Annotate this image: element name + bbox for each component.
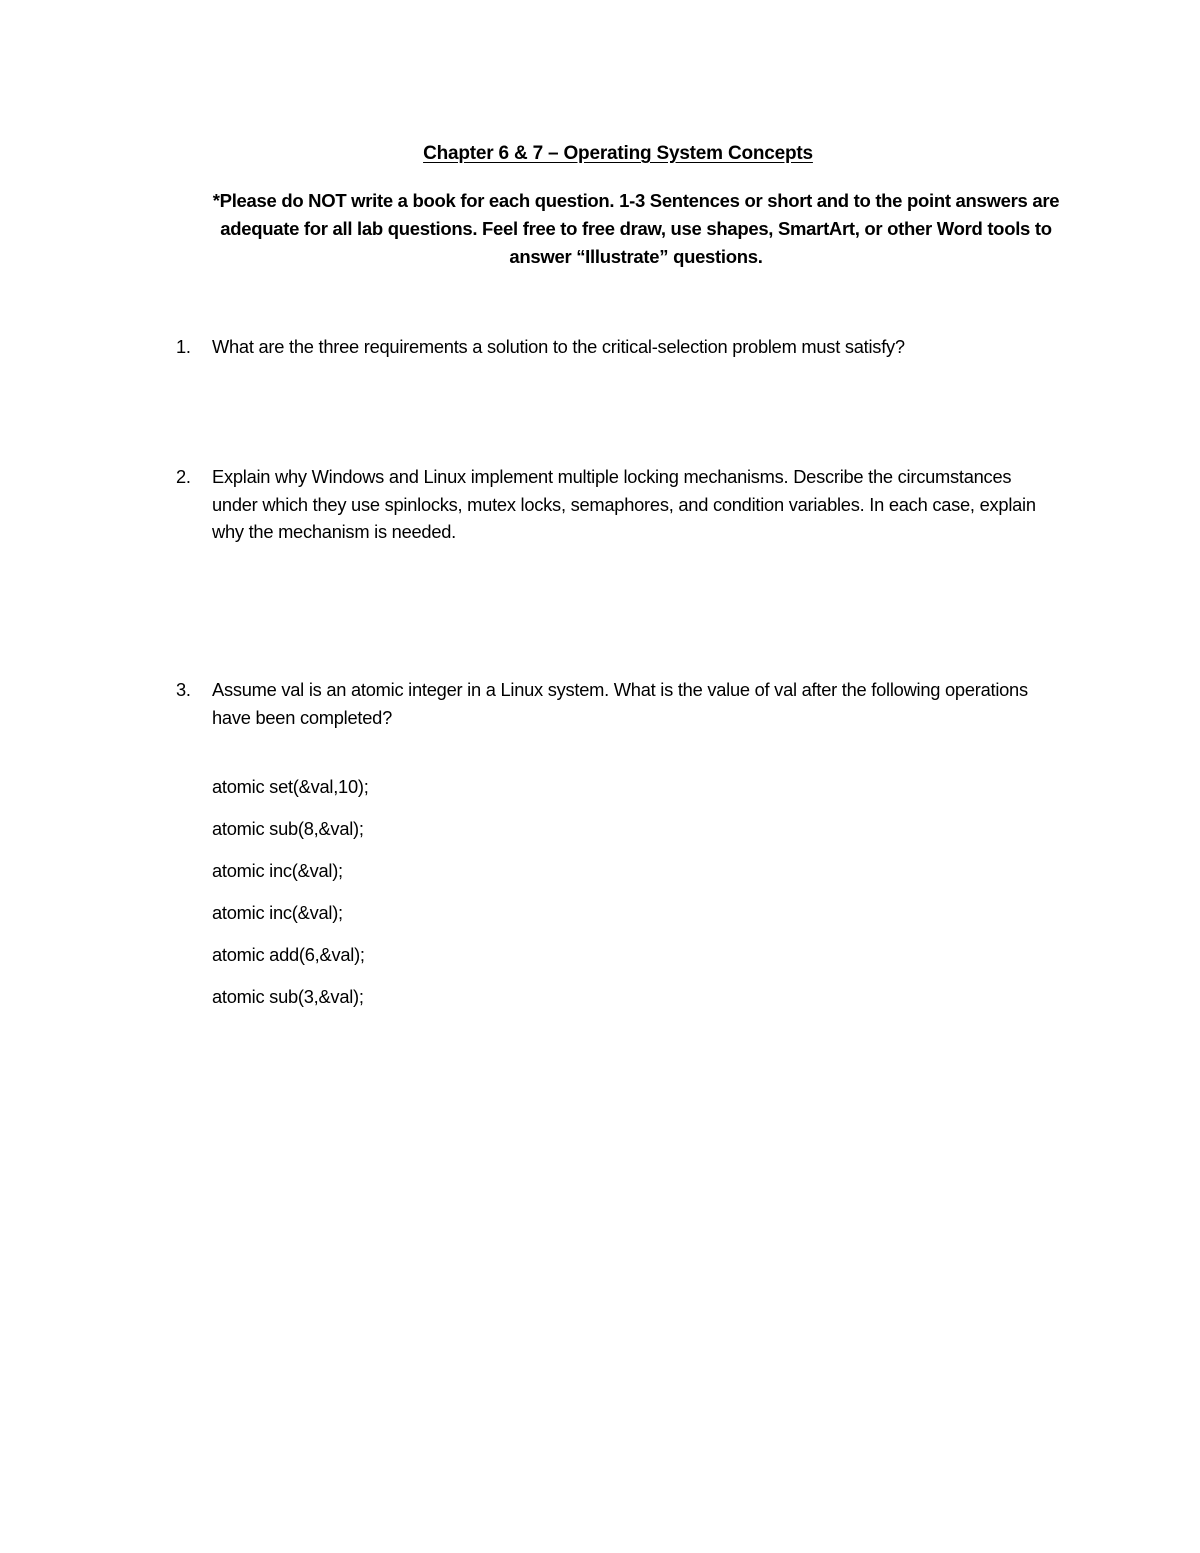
- code-line: atomic set(&val,10);: [212, 776, 369, 797]
- question-3: [176, 676, 1036, 731]
- code-line: atomic inc(&val);: [212, 860, 343, 881]
- question-number: 1.: [176, 336, 191, 357]
- question-1: [176, 333, 1036, 361]
- code-line: atomic inc(&val);: [212, 902, 343, 923]
- question-number: 2.: [176, 466, 191, 487]
- instructions-note: *Please do NOT write a book for each question. 1-3 Sentences or short and to the point answers are adequate for all lab questions. Feel free to free draw, use shapes, SmartArt, or other Word tools to answer “Illustrate” questions.: [212, 190, 1060, 267]
- question-text: What are the three requirements a solution to the critical-selection problem must satisfy?: [212, 336, 905, 357]
- code-line: atomic sub(8,&val);: [212, 818, 364, 839]
- document-title: Chapter 6 & 7 – Operating System Concepts: [423, 143, 813, 164]
- question-text: Assume val is an atomic integer in a Linux system. What is the value of val after the following operations have been completed?: [212, 679, 1028, 728]
- question-2: [176, 463, 1036, 546]
- question-number: 3.: [176, 679, 191, 700]
- question-text: Explain why Windows and Linux implement multiple locking mechanisms. Describe the circumstances under which they use spinlocks, mutex locks, semaphores, and condition variables. In each case, explain why the mechanism is needed.: [212, 466, 1036, 542]
- code-line: atomic add(6,&val);: [212, 944, 365, 965]
- code-line: atomic sub(3,&val);: [212, 986, 364, 1007]
